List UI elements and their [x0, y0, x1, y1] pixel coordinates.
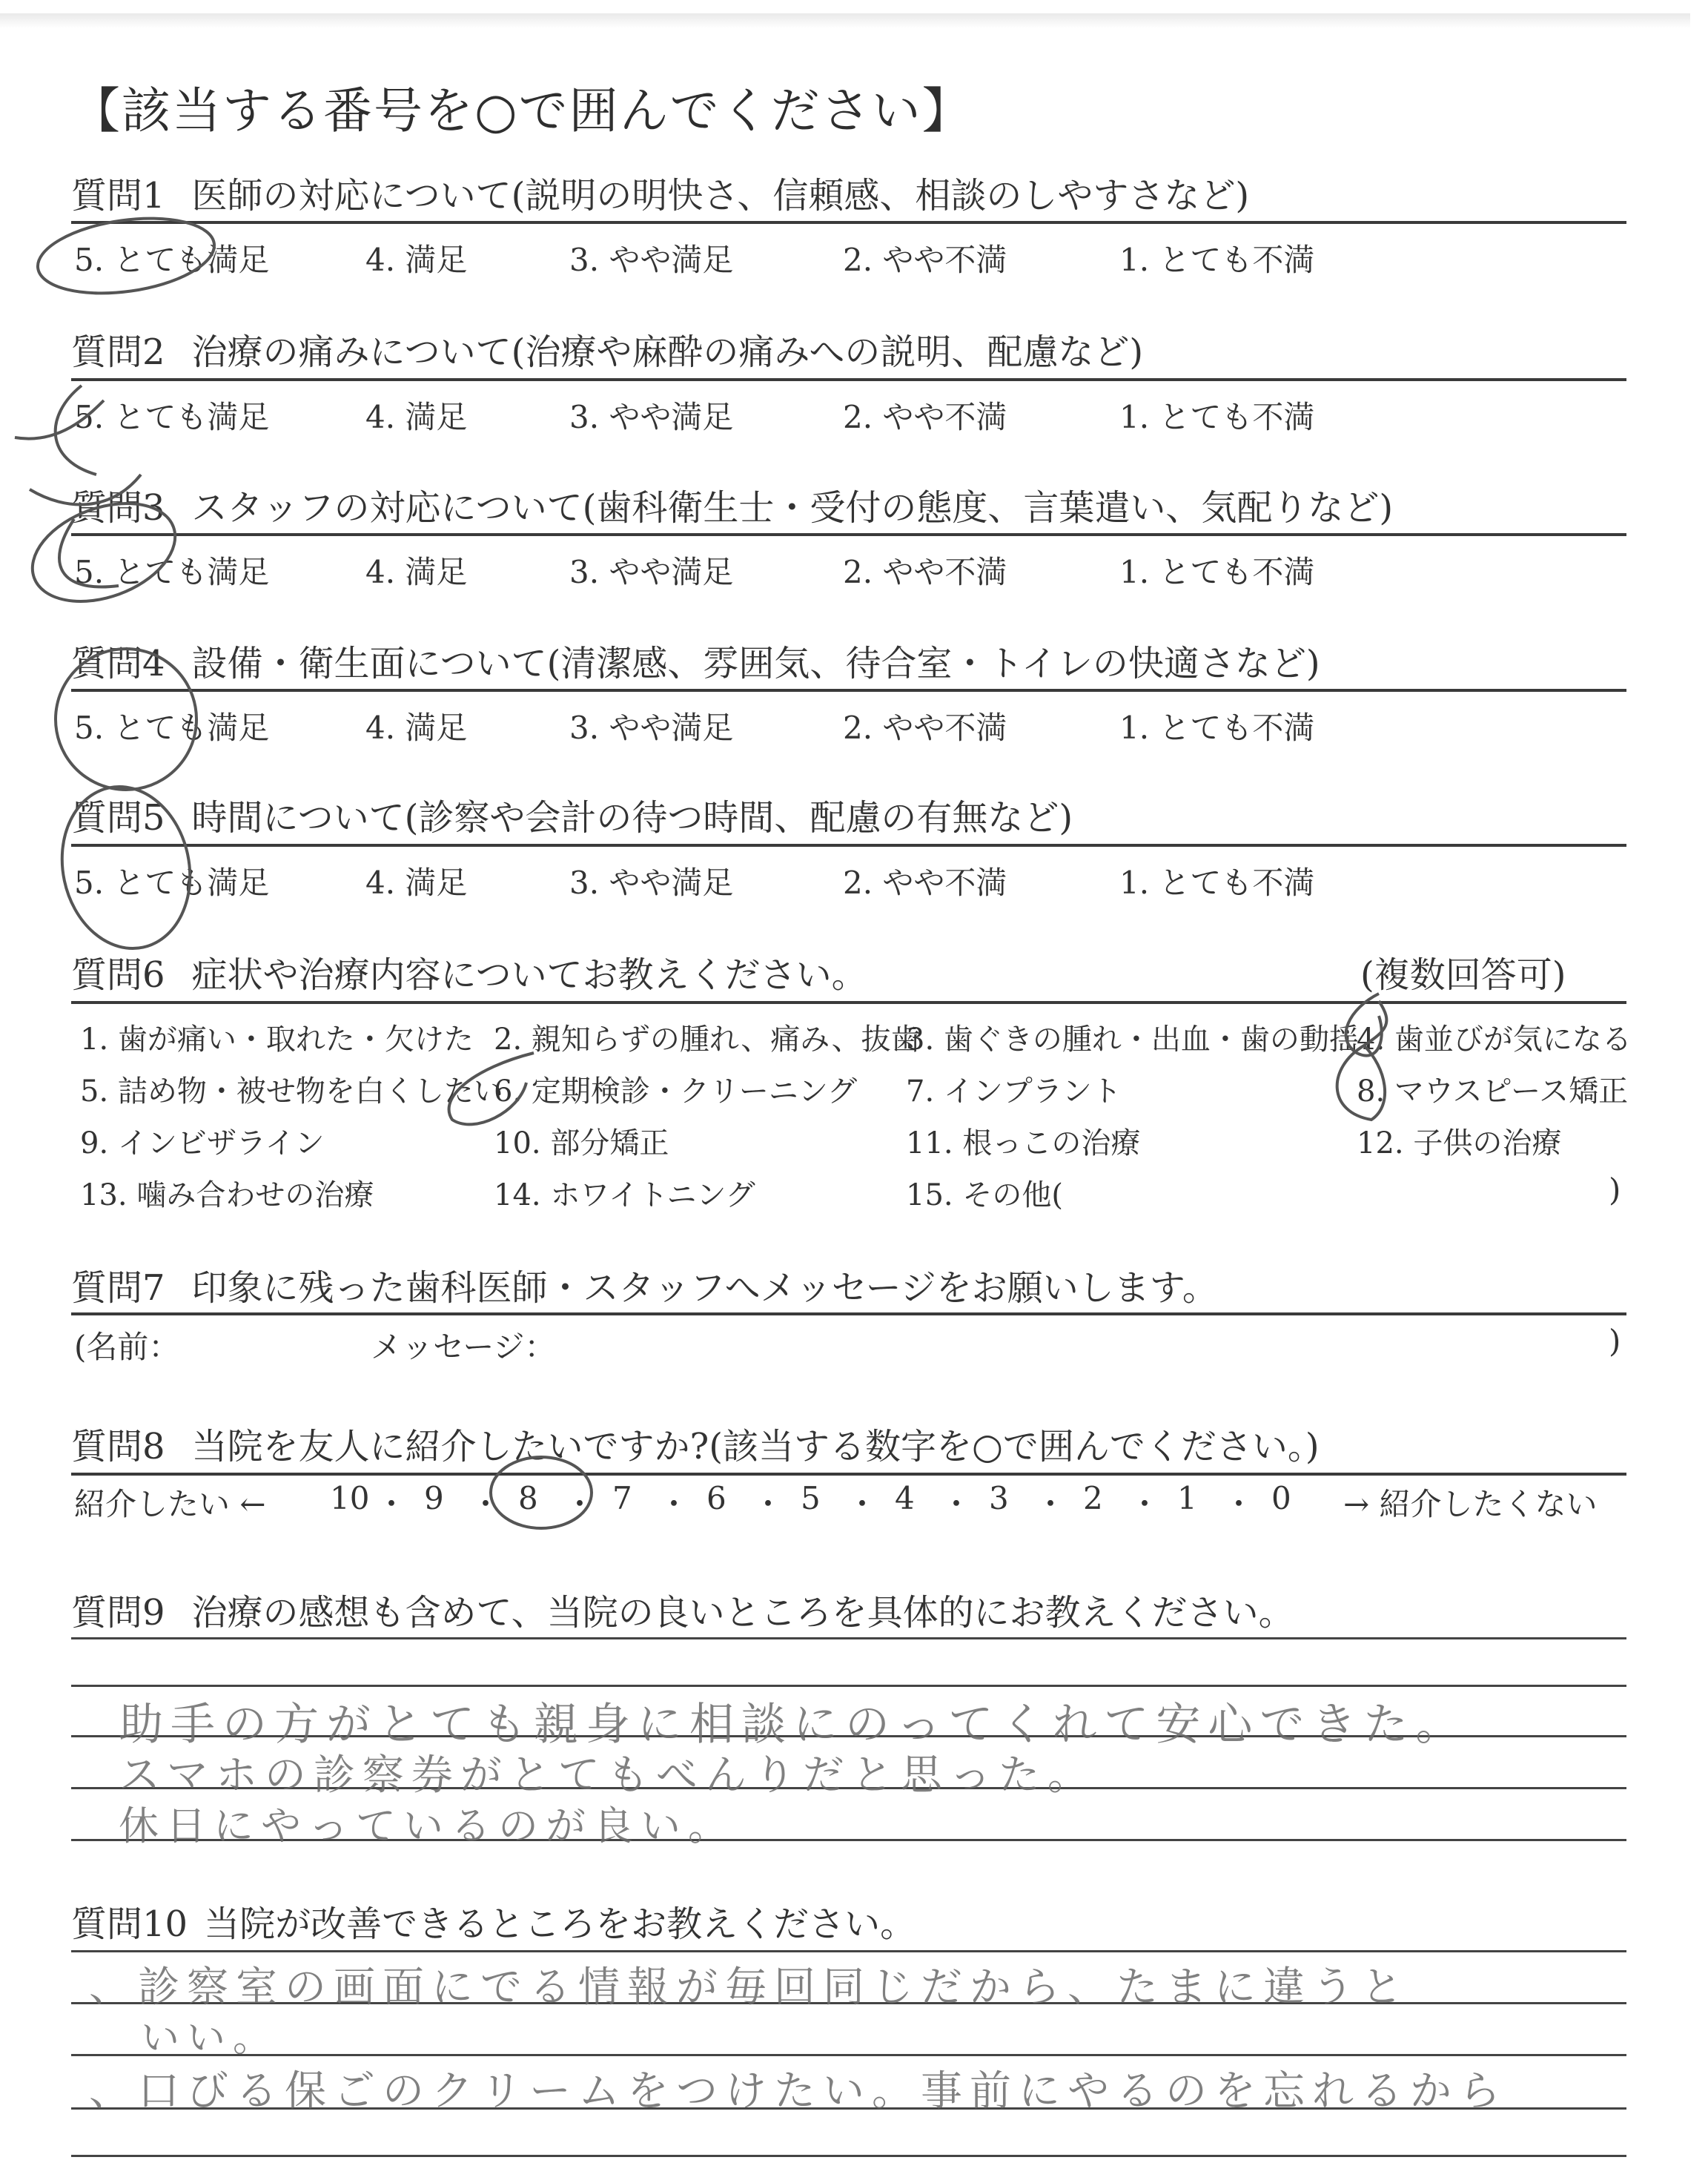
scale-value-7[interactable]: 7: [612, 1480, 632, 1516]
q2-option-2[interactable]: 2. やや不満: [843, 399, 1007, 435]
scale-separator: ・: [941, 1486, 973, 1522]
scan-top-edge: [0, 13, 1690, 28]
q6-option-12[interactable]: 12. 子供の治療: [1357, 1126, 1562, 1160]
divider: [71, 533, 1626, 536]
question-number: 質問10: [71, 1903, 188, 1945]
scale-value-9[interactable]: 9: [424, 1480, 444, 1516]
question-number: 質問8: [71, 1426, 165, 1467]
question-number: 質問1: [71, 175, 165, 217]
divider: [71, 1473, 1626, 1476]
question-7-header: [71, 1259, 1218, 1310]
q4-option-5[interactable]: 5. とても満足: [74, 710, 270, 746]
question-number: 質問3: [71, 487, 165, 529]
q6-option-4[interactable]: 4. 歯並びが気になる: [1357, 1023, 1632, 1057]
scale-separator: ・: [847, 1486, 878, 1522]
q6-option-1[interactable]: 1. 歯が痛い・取れた・欠けた: [80, 1023, 474, 1057]
question-number: 質問9: [71, 1592, 165, 1634]
q2-option-4[interactable]: 4. 満足: [365, 399, 468, 435]
q3-option-3[interactable]: 3. やや満足: [569, 554, 734, 590]
question-text: 時間について(診察や会計の待つ時間、配慮の有無など): [191, 797, 1073, 839]
q2-option-3[interactable]: 3. やや満足: [569, 399, 734, 435]
question-text: 医師の対応について(説明の明快さ、信頼感、相談のしやすさなど): [191, 175, 1250, 217]
scale-value-6[interactable]: 6: [706, 1480, 726, 1516]
question-text: 当院が改善できるところをお教えください。: [204, 1903, 916, 1945]
scale-separator: ・: [658, 1486, 690, 1522]
q5-option-4[interactable]: 4. 満足: [365, 865, 468, 901]
q10-handwritten-answer-3[interactable]: 、口びる保ごのクリームをつけたい。事前にやるのを忘れるから: [89, 2067, 1508, 2116]
question-4-header: [71, 635, 1320, 686]
page-title: 【該当する番号を○で囲んでください】: [71, 82, 973, 139]
q6-option-11[interactable]: 11. 根っこの治療: [906, 1126, 1141, 1160]
q1-option-3[interactable]: 3. やや満足: [569, 242, 734, 278]
question-9-header: [71, 1584, 1294, 1635]
scale-value-2[interactable]: 2: [1083, 1480, 1103, 1516]
q3-option-4[interactable]: 4. 満足: [365, 554, 468, 590]
question-text: スタッフの対応について(歯科衛生士・受付の態度、言葉遣い、気配りなど): [191, 487, 1394, 529]
answer-line: [71, 2054, 1626, 2056]
q3-option-5[interactable]: 5. とても満足: [74, 554, 270, 590]
q5-option-3[interactable]: 3. やや満足: [569, 865, 734, 901]
question-number: 質問5: [71, 797, 165, 839]
q6-option-8[interactable]: 8. マウスピース矯正: [1357, 1074, 1629, 1109]
q5-option-5[interactable]: 5. とても満足: [74, 865, 270, 901]
answer-line: [71, 1637, 1626, 1639]
q9-handwritten-answer-1[interactable]: 助手の方がとても親身に相談にのってくれて安心できた。: [119, 1699, 1468, 1751]
q4-option-4[interactable]: 4. 満足: [365, 710, 468, 746]
q6-option-9[interactable]: 9. インビザライン: [80, 1126, 325, 1160]
scale-separator: ・: [564, 1486, 596, 1522]
q4-option-3[interactable]: 3. やや満足: [569, 710, 734, 746]
recommend-right-label: → 紹介したくない: [1343, 1486, 1598, 1522]
scale-value-10[interactable]: 10: [330, 1480, 370, 1516]
q1-option-4[interactable]: 4. 満足: [365, 242, 468, 278]
question-number: 質問7: [71, 1267, 165, 1309]
divider: [71, 221, 1626, 224]
question-text: 治療の痛みについて(治療や麻酔の痛みへの説明、配慮など): [191, 331, 1144, 373]
answer-line: [71, 1950, 1626, 1952]
message-field-label[interactable]: メッセージ：: [371, 1329, 556, 1365]
question-8-header: [71, 1418, 1320, 1469]
question-number: 質問6: [71, 954, 165, 996]
scale-separator: ・: [1223, 1486, 1255, 1522]
q5-option-1[interactable]: 1. とても不満: [1119, 865, 1315, 901]
q2-option-1[interactable]: 1. とても不満: [1119, 399, 1315, 435]
question-5-header: [71, 789, 1073, 840]
q9-handwritten-answer-2[interactable]: スマホの診察券がとてもべんりだと思った。: [119, 1751, 1096, 1800]
q1-option-2[interactable]: 2. やや不満: [843, 242, 1007, 278]
scale-value-3[interactable]: 3: [989, 1480, 1009, 1516]
q6-option-15[interactable]: 15. その他(: [906, 1178, 1063, 1212]
divider: [71, 378, 1626, 381]
question-number: 質問2: [71, 331, 165, 373]
divider: [71, 689, 1626, 692]
question-text: 印象に残った歯科医師・スタッフへメッセージをお願いします。: [191, 1267, 1218, 1309]
name-field-label[interactable]: (名前：: [74, 1329, 180, 1365]
q10-handwritten-answer-1[interactable]: 、診察室の画面にでる情報が毎回同じだから、たまに違うと: [89, 1964, 1410, 2012]
q3-option-1[interactable]: 1. とても不満: [1119, 554, 1315, 590]
question-10-header: [71, 1895, 916, 1946]
recommend-left-label: 紹介したい ←: [74, 1486, 266, 1522]
scale-value-5[interactable]: 5: [801, 1480, 821, 1516]
q1-option-5[interactable]: 5. とても満足: [74, 242, 270, 278]
q6-option-2[interactable]: 2. 親知らずの腫れ、痛み、抜歯: [494, 1023, 921, 1057]
divider: [71, 1001, 1626, 1004]
q6-option-7[interactable]: 7. インプラント: [906, 1074, 1122, 1109]
divider: [71, 1312, 1626, 1315]
divider: [71, 844, 1626, 847]
scale-separator: ・: [376, 1486, 408, 1522]
q6-option-14[interactable]: 14. ホワイトニング: [494, 1178, 755, 1212]
message-close-paren: ): [1609, 1323, 1621, 1359]
scale-separator: ・: [470, 1486, 502, 1522]
question-2-header: [71, 323, 1143, 374]
question-text: 治療の感想も含めて、当院の良いところを具体的にお教えください。: [191, 1592, 1294, 1634]
question-6-header: [71, 946, 867, 997]
question-1-header: [71, 167, 1249, 218]
scale-separator: ・: [1035, 1486, 1067, 1522]
question-3-header: [71, 479, 1393, 530]
q6-option-13[interactable]: 13. 噛み合わせの治療: [80, 1178, 374, 1212]
scale-value-1[interactable]: 1: [1177, 1480, 1197, 1516]
scale-separator: ・: [1129, 1486, 1161, 1522]
question-text: 症状や治療内容についてお教えください。: [191, 954, 867, 996]
q2-option-5[interactable]: 5. とても満足: [74, 399, 270, 435]
question-text: 当院を友人に紹介したいですか?(該当する数字を○で囲んでください。): [191, 1426, 1320, 1467]
scale-value-8[interactable]: 8: [518, 1480, 538, 1516]
scale-value-4[interactable]: 4: [895, 1480, 915, 1516]
scale-value-0[interactable]: 0: [1271, 1480, 1291, 1516]
answer-line: [71, 2155, 1626, 2157]
multiple-answer-note: (複数回答可): [1360, 954, 1566, 996]
question-number: 質問4: [71, 643, 165, 684]
q5-option-2[interactable]: 2. やや不満: [843, 865, 1007, 901]
q4-option-1[interactable]: 1. とても不満: [1119, 710, 1315, 746]
q6-option-6[interactable]: 6. 定期検診・クリーニング: [494, 1074, 858, 1109]
other-close-paren: ): [1609, 1172, 1621, 1208]
answer-line: [71, 1685, 1626, 1687]
q6-option-10[interactable]: 10. 部分矯正: [494, 1126, 669, 1160]
scale-separator: ・: [752, 1486, 784, 1522]
question-text: 設備・衛生面について(清潔感、雰囲気、待合室・トイレの快適さなど): [191, 643, 1320, 684]
q1-option-1[interactable]: 1. とても不満: [1119, 242, 1315, 278]
q6-option-3[interactable]: 3. 歯ぐきの腫れ・出血・歯の動揺: [906, 1023, 1359, 1057]
q3-option-2[interactable]: 2. やや不満: [843, 554, 1007, 590]
q10-handwritten-answer-2[interactable]: いい。: [141, 2016, 279, 2061]
q6-option-5[interactable]: 5. 詰め物・被せ物を白くしたい: [80, 1074, 503, 1109]
q9-handwritten-answer-3[interactable]: 休日にやっているのが良い。: [119, 1803, 735, 1849]
q4-option-2[interactable]: 2. やや不満: [843, 710, 1007, 746]
